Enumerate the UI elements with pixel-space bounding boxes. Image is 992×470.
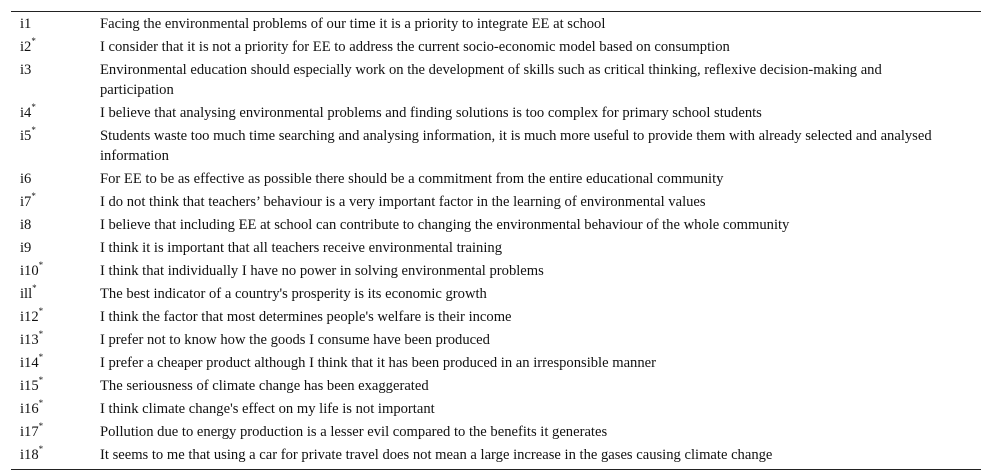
item-text: I think that individually I have no power in solving environmental problems xyxy=(100,263,544,279)
item-code: i5 xyxy=(20,128,32,144)
item-code-cell xyxy=(11,398,100,421)
item-code-cell xyxy=(11,214,100,237)
item-code: i6 xyxy=(20,171,32,187)
item-text: Pollution due to energy production is a lesser evil compared to the benefits it generates xyxy=(100,424,608,440)
item-text: I consider that it is not a priority for EE to address the current socio-economic model based on consumption xyxy=(100,39,730,55)
table-row xyxy=(11,283,981,306)
item-text: I do not think that teachers’ behaviour is a very important factor in the learning of environmental values xyxy=(100,194,706,210)
reverse-item-marker: * xyxy=(31,191,36,201)
item-code: i16 xyxy=(20,401,39,417)
item-code-cell xyxy=(11,13,100,36)
item-code: i2 xyxy=(20,39,32,55)
item-code: ill xyxy=(20,286,33,302)
item-code-cell xyxy=(11,260,100,283)
table-row xyxy=(11,191,981,214)
table-row xyxy=(11,375,981,398)
item-code: i12 xyxy=(20,309,39,325)
item-code-cell xyxy=(11,168,100,191)
item-code: i15 xyxy=(20,378,39,394)
item-code-cell xyxy=(11,283,100,306)
reverse-item-marker: * xyxy=(38,260,44,270)
table-row xyxy=(11,398,981,421)
item-text: I prefer not to know how the goods I consume have been produced xyxy=(100,332,490,348)
item-code: i7 xyxy=(20,194,32,210)
item-code-cell xyxy=(11,375,100,398)
item-code: i4 xyxy=(20,105,32,121)
item-text: Environmental education should especially work on the development of skills such as critical thinking, reflexive decision-making and participation xyxy=(100,62,882,98)
item-code: i13 xyxy=(20,332,39,348)
item-text: Facing the environmental problems of our time it is a priority to integrate EE at school xyxy=(100,16,606,32)
item-code-cell xyxy=(11,237,100,260)
table-row xyxy=(11,168,981,191)
item-code-cell xyxy=(11,352,100,375)
reverse-item-marker: * xyxy=(38,306,44,316)
table-row xyxy=(11,59,981,102)
reverse-item-marker: * xyxy=(38,444,44,454)
item-code-cell xyxy=(11,59,100,102)
reverse-item-marker: * xyxy=(31,36,36,46)
item-code: i3 xyxy=(20,62,32,78)
table-row xyxy=(11,13,981,36)
item-code: i18 xyxy=(20,447,39,463)
table-row xyxy=(11,329,981,352)
table-row xyxy=(11,352,981,375)
item-code-cell xyxy=(11,125,100,168)
item-text: Students waste too much time searching and analysing information, it is much more useful to provide them with already selected and analysed information xyxy=(100,128,932,164)
item-text: For EE to be as effective as possible there should be a commitment from the entire educational community xyxy=(100,171,724,187)
item-text: The best indicator of a country's prosperity is its economic growth xyxy=(100,286,487,302)
reverse-item-marker: * xyxy=(32,283,37,293)
item-code-cell xyxy=(11,102,100,125)
reverse-item-marker: * xyxy=(38,398,44,408)
item-code-cell xyxy=(11,36,100,59)
reverse-item-marker: * xyxy=(38,375,44,385)
table-row xyxy=(11,444,981,467)
item-text: I think it is important that all teachers receive environmental training xyxy=(100,240,503,256)
reverse-item-marker: * xyxy=(38,329,44,339)
item-code-cell xyxy=(11,444,100,467)
item-code: i1 xyxy=(20,16,32,32)
table-row xyxy=(11,125,981,168)
reverse-item-marker: * xyxy=(38,352,44,362)
item-code: i14 xyxy=(20,355,39,371)
item-text: I believe that including EE at school can contribute to changing the environmental behaviour of the whole community xyxy=(100,217,790,233)
item-text: I think climate change's effect on my life is not important xyxy=(100,401,435,417)
item-code-cell xyxy=(11,329,100,352)
item-code: i9 xyxy=(20,240,32,256)
item-text: The seriousness of climate change has been exaggerated xyxy=(100,378,429,394)
item-code-cell xyxy=(11,191,100,214)
item-code-cell xyxy=(11,421,100,444)
table-row xyxy=(11,421,981,444)
table-row xyxy=(11,102,981,125)
table-row xyxy=(11,237,981,260)
item-text: I think the factor that most determines people's welfare is their income xyxy=(100,309,512,325)
table-row xyxy=(11,260,981,283)
table-row xyxy=(11,36,981,59)
reverse-item-marker: * xyxy=(31,102,36,112)
reverse-item-marker: * xyxy=(38,421,44,431)
table-row xyxy=(11,214,981,237)
item-code-cell xyxy=(11,306,100,329)
items-table-container xyxy=(11,11,981,470)
table-row xyxy=(11,306,981,329)
items-table xyxy=(11,13,981,467)
reverse-item-marker: * xyxy=(31,125,36,135)
item-text: I prefer a cheaper product although I think that it has been produced in an irresponsible manner xyxy=(100,355,656,371)
item-code: i17 xyxy=(20,424,39,440)
item-text: I believe that analysing environmental problems and finding solutions is too complex for primary school students xyxy=(100,105,762,121)
item-code: i10 xyxy=(20,263,39,279)
item-code: i8 xyxy=(20,217,32,233)
item-text: It seems to me that using a car for private travel does not mean a large increase in the gases causing climate change xyxy=(100,447,773,463)
